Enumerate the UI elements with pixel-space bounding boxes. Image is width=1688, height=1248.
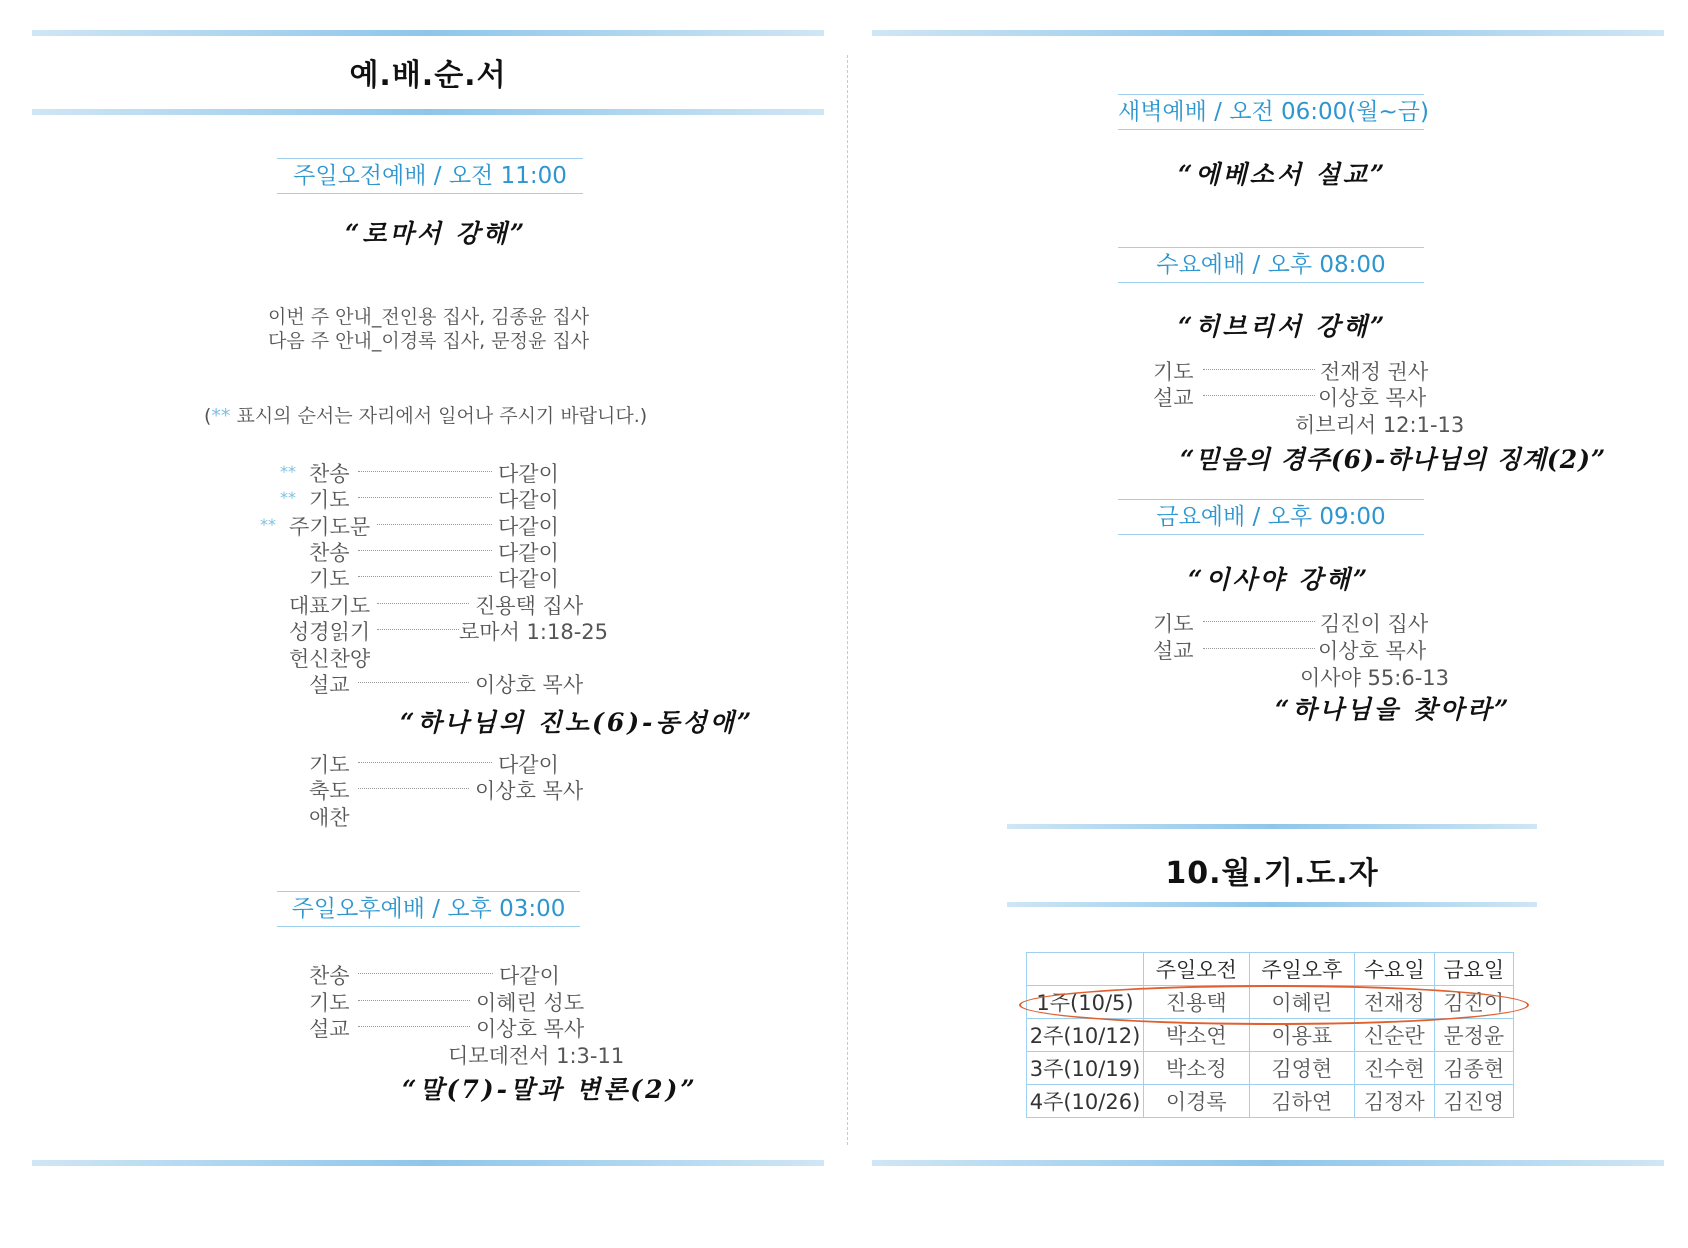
friday-series: “이사야 강해” [1188, 565, 1371, 594]
wednesday-series: “히브리서 강해” [1178, 312, 1388, 341]
column-header: 수요일 [1355, 953, 1434, 986]
worship-order-title: 예.배.순.서 [349, 58, 507, 93]
guide-this-week: 이번 주 안내_전인용 집사, 김종윤 집사 [268, 306, 590, 328]
dawn-series: “에베소서 설교” [1178, 160, 1388, 189]
stand-mark: ** [260, 515, 276, 534]
note-text: 표시의 순서는 자리에서 일어나 주시기 바랍니다.) [230, 405, 648, 427]
table-cell: 이경록 [1144, 1085, 1250, 1118]
friday-header: 금요예배 / 오후 09:00 [1118, 499, 1424, 535]
week-cell: 4주(10/26) [1027, 1085, 1144, 1118]
order-label: 헌신찬양 [289, 647, 371, 671]
table-cell: 김진영 [1434, 1085, 1513, 1118]
wed-scripture: 히브리서 12:1-13 [1295, 413, 1465, 437]
stand-mark: ** [280, 488, 296, 507]
leader-dots [358, 762, 492, 763]
order-value: 김진이 집사 [1320, 612, 1429, 636]
order-label: 기도 [309, 753, 350, 777]
leader-dots [377, 524, 492, 525]
order-label: 축도 [309, 779, 350, 803]
order-value: 다같이 [498, 567, 559, 591]
leader-dots [358, 497, 492, 498]
order-label: 애찬 [309, 806, 350, 830]
leader-dots [1203, 369, 1315, 370]
order-value: 다같이 [498, 462, 559, 486]
order-value: 다같이 [498, 753, 559, 777]
table-cell: 김정자 [1355, 1085, 1434, 1118]
order-label: 찬송 [309, 462, 350, 486]
sunday-am-sermon-title: “하나님의 진노(6)-동성애” [400, 708, 755, 737]
order-label: 주기도문 [289, 515, 371, 539]
table-cell: 문정윤 [1434, 1019, 1513, 1052]
order-value: 이상호 목사 [475, 673, 584, 697]
wednesday-sermon-title: “믿음의 경주(6)-하나님의 징계(2)” [1180, 445, 1607, 474]
prayer-title: 10.월.기.도.자 [1165, 856, 1379, 891]
stand-mark: ** [280, 462, 296, 481]
sunday-am-header: 주일오전예배 / 오전 11:00 [277, 158, 583, 194]
table-row [1027, 1085, 1514, 1118]
bottom-rule-left [32, 1160, 824, 1166]
order-label: 성경읽기 [289, 620, 371, 644]
order-label: 설교 [1153, 639, 1194, 663]
order-label: 설교 [309, 1017, 350, 1041]
order-value: 이상호 목사 [1318, 639, 1427, 663]
highlight-circle [1019, 985, 1529, 1025]
leader-dots [358, 1000, 470, 1001]
table-cell: 진용택 [1144, 986, 1250, 1019]
order-value: 로마서 1:18-25 [459, 620, 608, 644]
column-header: 금요일 [1434, 953, 1513, 986]
order-label: 대표기도 [289, 594, 371, 618]
order-label: 기도 [309, 991, 350, 1015]
table-header-row [1027, 953, 1514, 986]
note-star-mark: ** [211, 405, 231, 427]
leader-dots [358, 1026, 470, 1027]
table-cell: 김진이 [1434, 986, 1513, 1019]
table-cell: 김하연 [1249, 1085, 1355, 1118]
order-label: 설교 [309, 673, 350, 697]
sunday-pm-header: 주일오후예배 / 오후 03:00 [277, 891, 580, 927]
fri-scripture: 이사야 55:6-13 [1300, 666, 1449, 690]
dawn-header: 새벽예배 / 오전 06:00(월~금) [1118, 94, 1424, 130]
standing-note [204, 401, 647, 428]
wednesday-header: 수요예배 / 오후 08:00 [1118, 247, 1424, 283]
leader-dots [377, 629, 459, 630]
order-label: 기도 [309, 488, 350, 512]
page-divider [847, 55, 848, 1145]
table-row [1027, 1052, 1514, 1085]
table-cell: 박소정 [1144, 1052, 1250, 1085]
table-cell: 전재정 [1355, 986, 1434, 1019]
order-label: 기도 [1153, 360, 1194, 384]
order-value: 전재정 권사 [1320, 360, 1429, 384]
bottom-rule-right [872, 1160, 1664, 1166]
note-open: ( [204, 405, 212, 427]
top-rule-left [32, 30, 824, 36]
order-value: 다같이 [498, 541, 559, 565]
order-value: 이상호 목사 [476, 1017, 585, 1041]
order-value: 다같이 [498, 515, 559, 539]
table-cell: 김영현 [1249, 1052, 1355, 1085]
table-cell: 박소연 [1144, 1019, 1250, 1052]
prayer-title-rule-top [1007, 824, 1537, 829]
order-label: 기도 [309, 567, 350, 591]
leader-dots [1203, 395, 1315, 396]
order-value: 다같이 [499, 964, 560, 988]
leader-dots [358, 788, 469, 789]
leader-dots [358, 973, 493, 974]
sunday-am-series: “로마서 강해” [345, 219, 528, 248]
table-cell: 진수현 [1355, 1052, 1434, 1085]
leader-dots [1203, 648, 1315, 649]
column-header: 주일오전 [1144, 953, 1250, 986]
week-cell: 3주(10/19) [1027, 1052, 1144, 1085]
order-value: 진용택 집사 [475, 594, 584, 618]
leader-dots [358, 550, 492, 551]
table-cell: 신순란 [1355, 1019, 1434, 1052]
top-rule-right [872, 30, 1664, 36]
order-label: 설교 [1153, 386, 1194, 410]
leader-dots [358, 576, 492, 577]
leader-dots [358, 682, 469, 683]
order-value: 다같이 [498, 488, 559, 512]
prayer-table [1026, 952, 1514, 1118]
leader-dots [1203, 621, 1315, 622]
order-value: 이혜린 성도 [476, 991, 585, 1015]
friday-sermon-title: “하나님을 찾아라” [1275, 695, 1512, 724]
table-cell: 이용표 [1249, 1019, 1355, 1052]
column-header: 주일오후 [1249, 953, 1355, 986]
order-label: 찬송 [309, 541, 350, 565]
order-value: 이상호 목사 [1318, 386, 1427, 410]
pm-scripture: 디모데전서 1:3-11 [448, 1044, 625, 1068]
week-cell: 1주(10/5) [1027, 986, 1144, 1019]
order-label: 기도 [1153, 612, 1194, 636]
table-cell: 이혜린 [1249, 986, 1355, 1019]
leader-dots [358, 471, 492, 472]
guide-next-week: 다음 주 안내_이경록 집사, 문정윤 집사 [268, 330, 590, 352]
order-label: 찬송 [309, 964, 350, 988]
column-header [1027, 953, 1144, 986]
sunday-pm-sermon-title: “말(7)-말과 변론(2)” [402, 1075, 698, 1104]
prayer-title-rule-bottom [1007, 902, 1537, 907]
order-value: 이상호 목사 [475, 779, 584, 803]
title-rule-left [32, 109, 824, 115]
table-cell: 김종현 [1434, 1052, 1513, 1085]
leader-dots [377, 603, 469, 604]
week-cell: 2주(10/12) [1027, 1019, 1144, 1052]
